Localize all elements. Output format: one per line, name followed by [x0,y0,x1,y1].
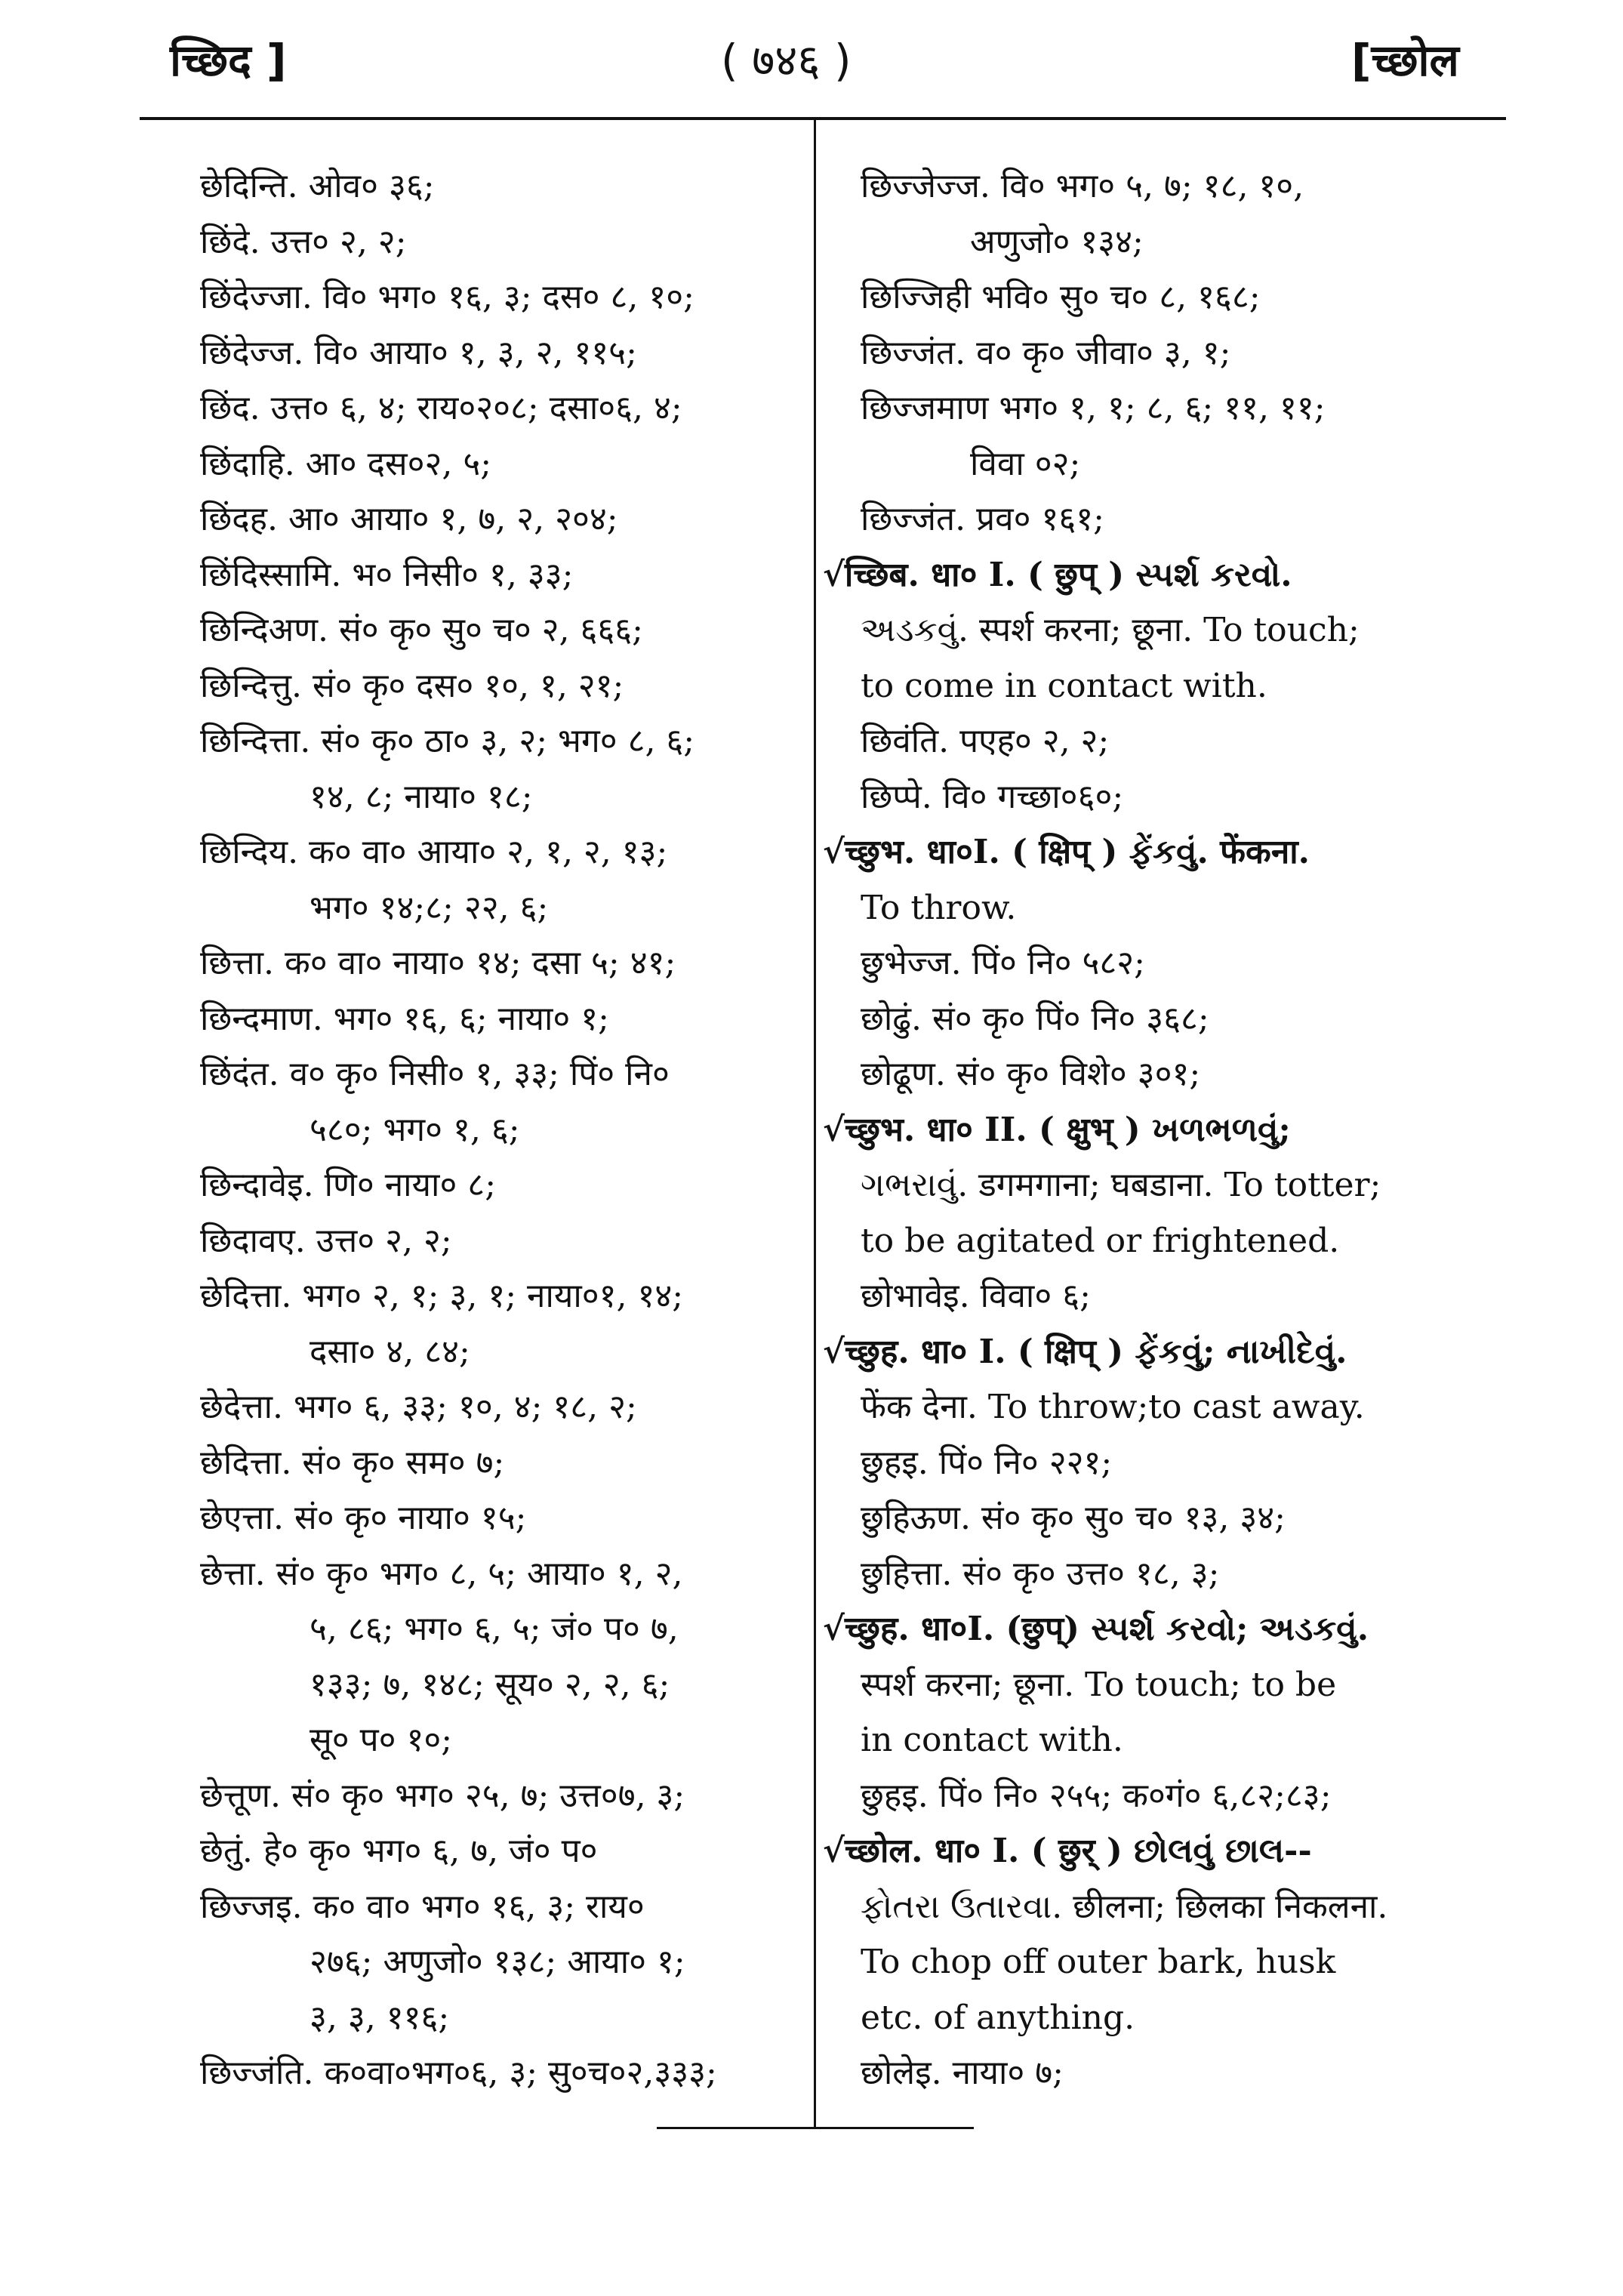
entry-line: छिज्जइ. क० वा० भग० १६, ३; राय० [200,1887,645,1926]
root-definition-line: ગભરાવું. डगमगाना; घबडाना. To totter; [861,1166,1381,1204]
entry-line: छिंदे. उत्त० २, २; [200,222,407,261]
header-right-guide-word: [च्छोल [1351,35,1459,86]
entry-line: छिज्जमाण भग० १, १; ८, ६; ११, ११; [861,389,1326,427]
entry-line: छिन्दित्तु. सं० कृ० दस० १०, १, २१; [200,666,624,705]
entry-line: छोढूण. सं० कृ० विशे० ३०१; [861,1055,1201,1093]
entry-line: छिप्पे. वि० गच्छा०६०; [861,777,1124,816]
entry-line: छोभावेइ. विवा० ६; [861,1277,1091,1315]
entry-line: छेत्तूण. सं० कृ० भग० २५, ७; उत्त०७, ३; [200,1776,685,1815]
entry-line: छिज्जिही भवि० सु० च० ८, १६८; [861,278,1261,316]
root-entry-line: √च्छुह. धा० I. ( क्षिप् ) ફેંકવું; નાખીદેવું. [823,1332,1347,1371]
entry-line: छिंद. उत्त० ६, ४; राय०२०८; दसा०६, ४; [200,389,682,427]
entry-line: छिज्जंति. क०वा०भग०६, ३; सु०च०२,३३३; [200,2054,717,2092]
entry-continuation-line: ३, ३, ११६; [310,1998,450,2037]
entry-line: छुहइ. पिं० नि० २५५; क०गं० ६,८२;८३; [861,1776,1332,1815]
entry-line: छिज्जंत. व० कृ० जीवा० ३, १; [861,333,1231,372]
root-definition-line: To throw. [861,888,1017,927]
entry-continuation-line: अणुजो० १३४; [970,222,1144,261]
entry-continuation-line: २७६; अणुजो० १३८; आया० १; [310,1943,685,1981]
entry-line: छोढुं. सं० कृ० पिं० नि० ३६८; [861,999,1209,1038]
root-definition-line: in contact with. [861,1721,1123,1759]
column-divider [814,119,816,2128]
entry-line: छेदिन्ति. ओव० ३६; [200,167,435,205]
root-definition-line: to be agitated or frightened. [861,1221,1340,1260]
entry-line: छिज्जंत. प्रव० १६१; [861,500,1104,538]
left-column [200,159,796,2101]
root-entry-line: √च्छुभ. धा० II. ( क्षुभ् ) ખળભળવું; [823,1110,1291,1149]
root-definition-line: અડકવું. स्पर्श करना; छूना. To touch; [861,611,1360,649]
entry-line: छेत्ता. सं० कृ० भग० ८, ५; आया० १, २, [200,1554,683,1593]
entry-line: छुहित्ता. सं० कृ० उत्त० १८, ३; [861,1554,1220,1593]
entry-line: छित्ता. क० वा० नाया० १४; दसा ५; ४१; [200,944,676,982]
entry-line: छुहिऊण. सं० कृ० सु० च० १३, ३४; [861,1499,1286,1537]
entry-continuation-line: दसा० ४, ८४; [310,1332,470,1371]
entry-continuation-line: सू० प० १०; [310,1721,453,1759]
root-entry-line: √च्छोल. धा० I. ( छुर् ) છોલવું છાલ-- [823,1832,1312,1870]
root-definition-line: To chop off outer bark, husk [861,1943,1336,1981]
entry-line: छिन्दिअण. सं० कृ० सु० च० २, ६६६; [200,611,643,649]
entry-line: छिन्दित्ता. सं० कृ० ठा० ३, २; भग० ८, ६; [200,722,695,760]
root-definition-line: फेंक देना. To throw;to cast away. [861,1388,1365,1426]
root-definition-line: to come in contact with. [861,666,1267,705]
page-number: ( ७४६ ) [721,35,852,86]
entry-line: छुभेज्ज. पिं० नि० ५८२; [861,944,1145,982]
right-column [823,159,1510,2101]
entry-line: छिदावए. उत्त० २, २; [200,1221,452,1260]
entry-line: छिन्दावेइ. णि० नाया० ८; [200,1166,497,1204]
entry-continuation-line: १३३; ७, १४८; सूय० २, २, ६; [310,1665,670,1704]
entry-line: छिन्दिय. क० वा० आया० २, १, २, १३; [200,833,668,871]
entry-line: छिंदंत. व० कृ० निसी० १, ३३; पिं० नि० [200,1055,670,1093]
entry-line: छिन्दमाण. भग० १६, ६; नाया० १; [200,999,609,1038]
entry-line: छेदित्ता. भग० २, १; ३, १; नाया०१, १४; [200,1277,684,1315]
entry-line: छिज्जेज्ज. वि० भग० ५, ७; १८, १०, [861,167,1304,205]
entry-line: छिंदेज्ज. वि० आया० १, ३, २, ११५; [200,333,637,372]
entry-line: छिवंति. पएह० २, २; [861,722,1110,760]
entry-line: छेदेत्ता. भग० ६, ३३; १०, ४; १८, २; [200,1388,637,1426]
entry-continuation-line: विवा ०२; [970,444,1081,483]
entry-continuation-line: ५, ८६; भग० ६, ५; जं० प० ७, [310,1610,679,1648]
entry-line: छिंदेज्जा. वि० भग० १६, ३; दस० ८, १०; [200,278,694,316]
entry-line: छेतुं. हे० कृ० भग० ६, ७, जं० प० [200,1832,598,1870]
root-definition-line: etc. of anything. [861,1998,1135,2037]
entry-line: छोलेइ. नाया० ७; [861,2054,1064,2092]
header-rule [140,117,1506,120]
root-definition-line: ફોતરા ઉતારવા. छीलना; छिलका निकलना. [861,1887,1388,1926]
entry-line: छुहइ. पिं० नि० २२१; [861,1443,1113,1482]
root-entry-line: √च्छिब. धा० I. ( छुप् ) સ્પર્શ કરવો. [823,555,1292,594]
entry-line: छिंदाहि. आ० दस०२, ५; [200,444,492,483]
entry-line: छिंदिस्सामि. भ० निसी० १, ३३; [200,555,574,594]
entry-line: छिंदह. आ० आया० १, ७, २, २०४; [200,500,618,538]
root-entry-line: √च्छुह. धा०I. (छुप्) સ્પર્શ કરવો; અડકવું. [823,1610,1369,1648]
entry-line: छेदित्ता. सं० कृ० सम० ७; [200,1443,505,1482]
entry-continuation-line: १४, ८; नाया० १८; [310,777,533,816]
root-definition-line: स्पर्श करना; छूना. To touch; to be [861,1665,1337,1704]
header-left-guide-word: च्छिद ] [170,35,287,86]
root-entry-line: √च्छुभ. धा०I. ( क्षिप् ) ફેંકવું. फेंकना. [823,833,1310,871]
footer-rule [657,2127,974,2129]
entry-continuation-line: भग० १४;८; २२, ६; [310,888,549,927]
entry-continuation-line: ५८०; भग० १, ६; [310,1110,520,1149]
entry-line: छेएत्ता. सं० कृ० नाया० १५; [200,1499,527,1537]
